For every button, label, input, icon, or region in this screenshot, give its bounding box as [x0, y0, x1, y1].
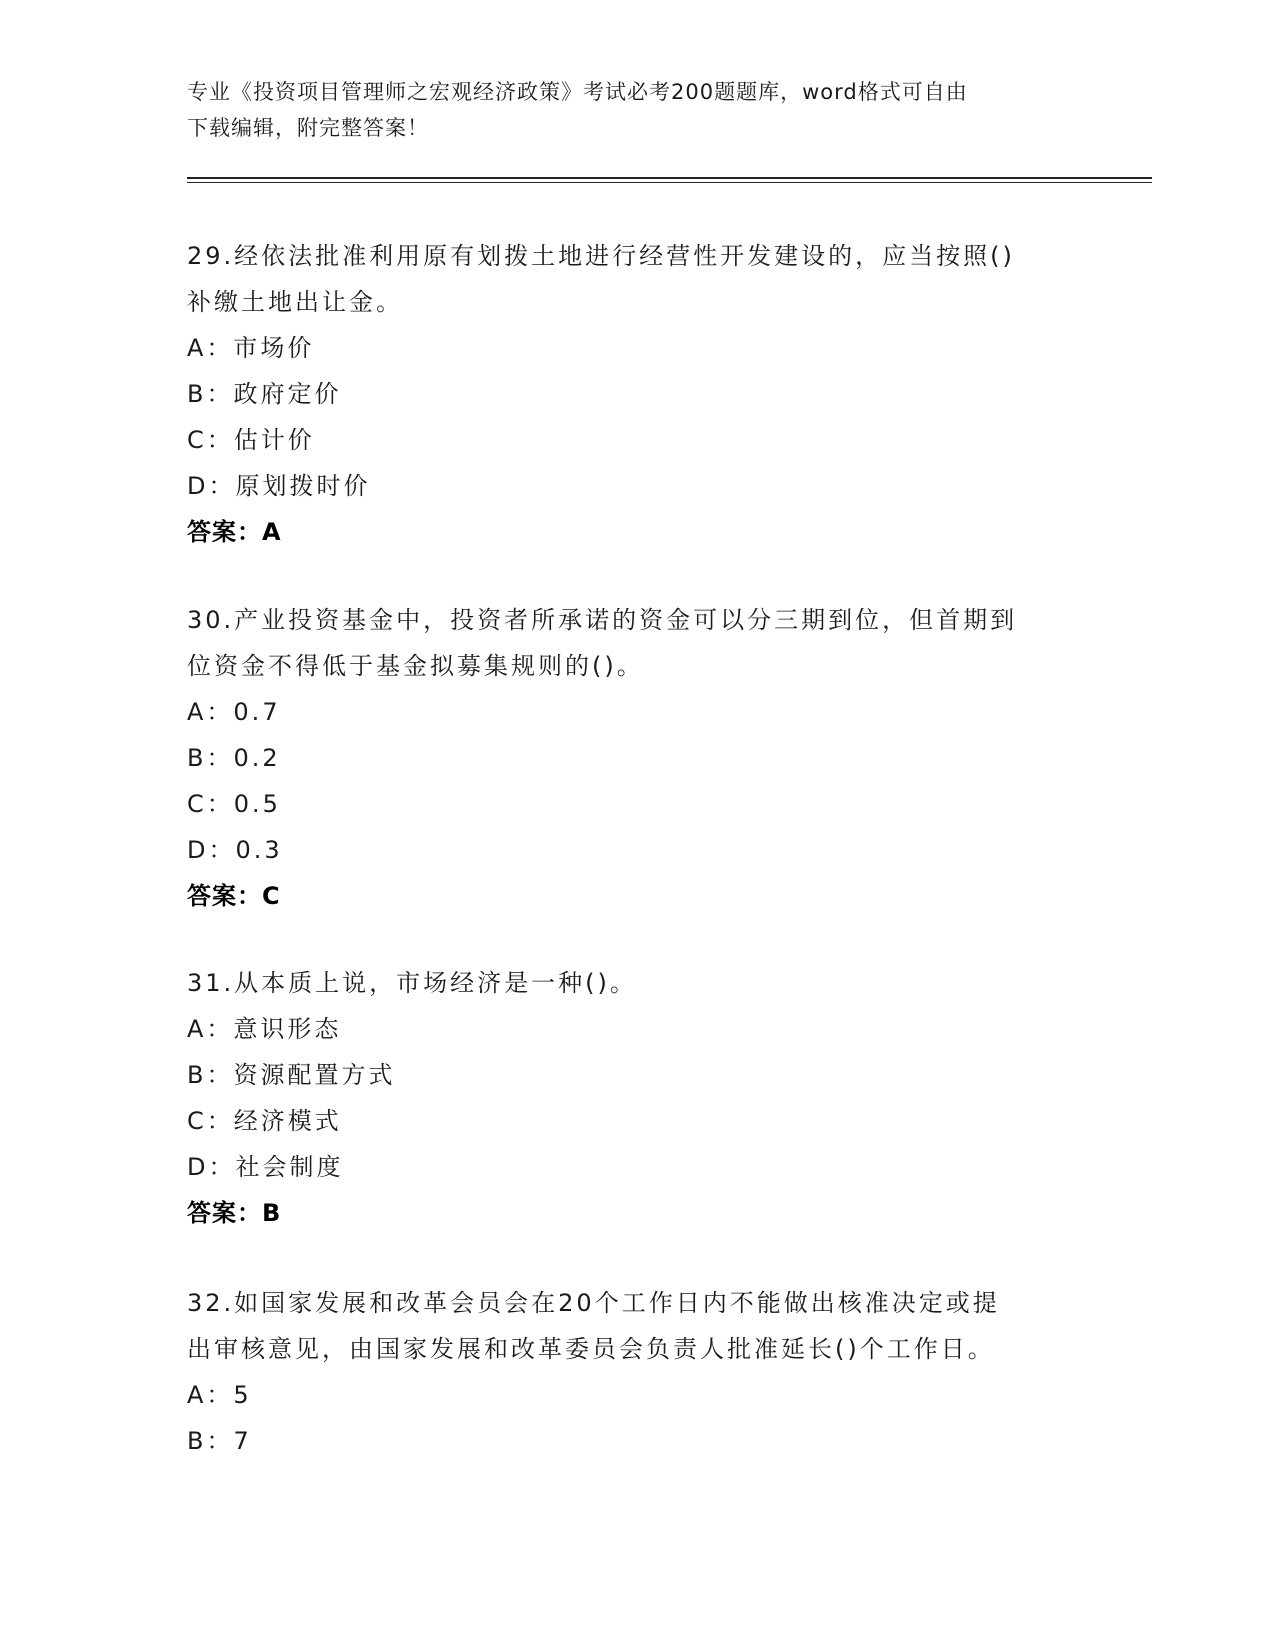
option-d: D：0.3 — [187, 836, 283, 864]
option-b: B：政府定价 — [187, 380, 342, 408]
question-stem-line: 32.如国家发展和改革会员会在20个工作日内不能做出核准决定或提 — [187, 1289, 1000, 1317]
question-stem-line: 出审核意见，由国家发展和改革委员会负责人批准延长()个工作日。 — [187, 1335, 995, 1363]
option-d: D：原划拨时价 — [187, 472, 371, 500]
question-31 — [187, 960, 1087, 1236]
question-29 — [187, 233, 1087, 555]
option-d: D：社会制度 — [187, 1153, 344, 1181]
option-a: A：5 — [187, 1381, 252, 1409]
header-line-1: 专业《投资项目管理师之宏观经济政策》考试必考200题题库，word格式可自由 — [187, 80, 968, 104]
question-32 — [187, 1280, 1087, 1464]
option-c: C：估计价 — [187, 426, 315, 454]
option-b: B：资源配置方式 — [187, 1061, 396, 1089]
header-line-2: 下载编辑，附完整答案！ — [187, 116, 429, 140]
question-30 — [187, 597, 1087, 919]
option-b: B：0.2 — [187, 744, 281, 772]
answer: 答案：A — [187, 518, 282, 546]
option-c: C：经济模式 — [187, 1107, 342, 1135]
option-a: A：市场价 — [187, 334, 315, 362]
option-c: C：0.5 — [187, 790, 281, 818]
question-stem-line: 位资金不得低于基金拟募集规则的()。 — [187, 652, 644, 680]
question-stem-line: 30.产业投资基金中，投资者所承诺的资金可以分三期到位，但首期到 — [187, 606, 1018, 634]
question-stem-line: 31.从本质上说，市场经济是一种()。 — [187, 969, 637, 997]
option-a: A：意识形态 — [187, 1015, 342, 1043]
document-header — [187, 74, 1087, 146]
option-b: B：7 — [187, 1427, 252, 1455]
header-divider-bottom — [187, 182, 1152, 183]
question-stem-line: 29.经依法批准利用原有划拨土地进行经营性开发建设的，应当按照() — [187, 242, 1015, 270]
answer: 答案：B — [187, 1199, 282, 1227]
answer: 答案：C — [187, 882, 281, 910]
header-divider-top — [187, 177, 1152, 179]
question-stem-line: 补缴土地出让金。 — [187, 288, 403, 316]
option-a: A：0.7 — [187, 698, 281, 726]
